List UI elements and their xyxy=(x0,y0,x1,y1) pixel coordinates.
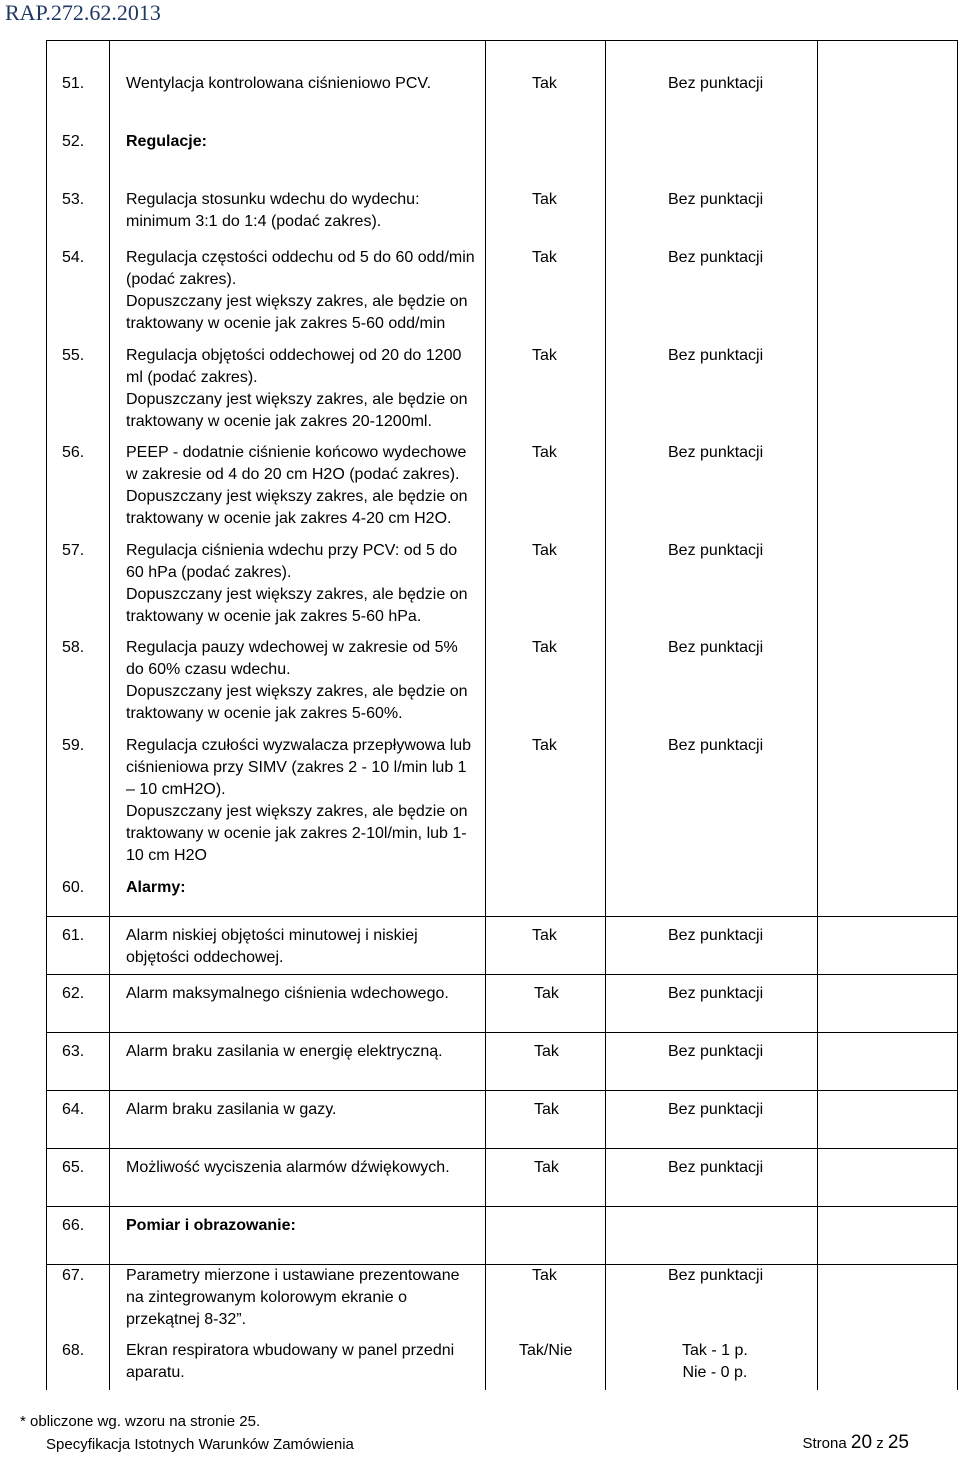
description-line: Dopuszczany jest większy zakres, ale będzie on xyxy=(126,803,468,820)
description-line: Regulacja ciśnienia wdechu przy PCV: od 5 do xyxy=(126,542,458,559)
scoring-line: Bez punktacji xyxy=(668,75,764,92)
table-lane xyxy=(109,40,110,1390)
description-line: Alarm maksymalnego ciśnienia wdechowego. xyxy=(126,985,449,1002)
description-line: traktowany w ocenie jak zakres 5-60 hPa. xyxy=(126,608,422,625)
scoring-line: Bez punktacji xyxy=(668,191,764,208)
description-line: Alarm niskiej objętości minutowej i niskiej xyxy=(126,927,418,944)
scoring-value xyxy=(668,345,763,367)
description-line: Regulacje: xyxy=(126,133,207,150)
scoring-value xyxy=(668,73,763,95)
description-line: traktowany w ocenie jak zakres 5-60 odd/min xyxy=(126,315,446,332)
row-description xyxy=(126,1099,481,1121)
scoring-line: Nie - 0 p. xyxy=(682,1364,748,1381)
row-description xyxy=(126,735,481,867)
description-line: Dopuszczany jest większy zakres, ale będzie on xyxy=(126,293,468,310)
description-line: Alarm braku zasilania w gazy. xyxy=(126,1101,337,1118)
row-description xyxy=(126,189,481,233)
page-number: Strona 20 z 25 xyxy=(802,1432,909,1453)
description-line: Alarm braku zasilania w energię elektryczną. xyxy=(126,1043,443,1060)
requirement-value: Tak xyxy=(532,444,557,461)
document-reference: RAP.272.62.2013 xyxy=(5,0,161,25)
row-number: 52. xyxy=(62,133,85,150)
description-line: Regulacja stosunku wdechu do wydechu: xyxy=(126,191,420,208)
table-lane xyxy=(485,40,486,1390)
scoring-value xyxy=(668,1157,763,1179)
description-line: Parametry mierzone i ustawiane prezentowane xyxy=(126,1267,460,1284)
description-line: minimum 3:1 do 1:4 (podać zakres). xyxy=(126,213,382,230)
description-line: ciśnieniowa przy SIMV (zakres 2 - 10 l/min lub 1 xyxy=(126,759,467,776)
scoring-value xyxy=(668,637,763,659)
requirement-value: Tak/Nie xyxy=(519,1342,573,1359)
description-line: Dopuszczany jest większy zakres, ale będzie on xyxy=(126,488,468,505)
scoring-value xyxy=(668,1041,763,1063)
description-line: Regulacja pauzy wdechowej w zakresie od 5% xyxy=(126,639,458,656)
scoring-value xyxy=(668,925,763,947)
row-separator xyxy=(47,916,958,917)
scoring-line: Bez punktacji xyxy=(668,347,764,364)
requirement-value: Tak xyxy=(532,542,557,559)
scoring-value xyxy=(668,189,763,211)
description-line: ml (podać zakres). xyxy=(126,369,258,386)
row-description xyxy=(126,73,481,95)
requirement-value: Tak xyxy=(534,1101,559,1118)
description-line: Regulacja częstości oddechu od 5 do 60 odd/min xyxy=(126,249,475,266)
row-number: 66. xyxy=(62,1217,85,1234)
description-line: traktowany w ocenie jak zakres 4-20 cm H2O. xyxy=(126,510,452,527)
description-line: na zintegrowanym kolorowym ekranie o xyxy=(126,1289,408,1306)
description-line: Regulacja czułości wyzwalacza przepływowa lub xyxy=(126,737,472,754)
row-number: 67. xyxy=(62,1267,85,1284)
row-number: 57. xyxy=(62,542,85,559)
row-number: 56. xyxy=(62,444,85,461)
row-description xyxy=(126,1041,481,1063)
scoring-value xyxy=(668,1099,763,1121)
description-line: w zakresie od 4 do 20 cm H2O (podać zakres). xyxy=(126,466,460,483)
row-separator xyxy=(47,1264,958,1265)
scoring-value xyxy=(668,735,763,757)
scoring-line: Bez punktacji xyxy=(668,737,764,754)
row-separator xyxy=(47,1032,958,1033)
scoring-line: Bez punktacji xyxy=(668,249,764,266)
row-number: 68. xyxy=(62,1342,85,1359)
scoring-line: Bez punktacji xyxy=(668,1043,764,1060)
scoring-line: Bez punktacji xyxy=(668,1159,764,1176)
row-number: 65. xyxy=(62,1159,85,1176)
row-description xyxy=(126,1215,481,1237)
row-number: 53. xyxy=(62,191,85,208)
description-line: 60 hPa (podać zakres). xyxy=(126,564,292,581)
row-description xyxy=(126,637,481,725)
row-number: 62. xyxy=(62,985,85,1002)
description-line: traktowany w ocenie jak zakres 5-60%. xyxy=(126,705,403,722)
description-line: aparatu. xyxy=(126,1364,185,1381)
scoring-line: Bez punktacji xyxy=(668,927,764,944)
description-line: przekątnej 8-32”. xyxy=(126,1311,247,1328)
requirement-value: Tak xyxy=(532,927,557,944)
description-line: Wentylacja kontrolowana ciśnieniowo PCV. xyxy=(126,75,432,92)
row-separator xyxy=(47,1206,958,1207)
row-separator xyxy=(47,1148,958,1149)
description-line: traktowany w ocenie jak zakres 2-10l/min, lub 1- xyxy=(126,825,467,842)
row-number: 55. xyxy=(62,347,85,364)
description-line: Dopuszczany jest większy zakres, ale będzie on xyxy=(126,391,468,408)
footnote: * obliczone wg. wzoru na stronie 25. xyxy=(20,1413,261,1430)
requirement-value: Tak xyxy=(532,191,557,208)
row-separator xyxy=(47,1090,958,1091)
row-description xyxy=(126,1157,481,1179)
row-number: 63. xyxy=(62,1043,85,1060)
description-line: 10 cm H2O xyxy=(126,847,207,864)
scoring-value xyxy=(682,1340,748,1384)
row-number: 54. xyxy=(62,249,85,266)
row-separator xyxy=(47,974,958,975)
row-description xyxy=(126,1340,481,1384)
row-number: 60. xyxy=(62,879,85,896)
footer-title: Specyfikacja Istotnych Warunków Zamówienia xyxy=(46,1436,354,1453)
row-number: 58. xyxy=(62,639,85,656)
description-line: Ekran respiratora wbudowany w panel przedni xyxy=(126,1342,455,1359)
description-line: – 10 cmH2O). xyxy=(126,781,226,798)
scoring-line: Tak - 1 p. xyxy=(682,1342,748,1359)
row-description xyxy=(126,442,481,530)
scoring-value xyxy=(668,540,763,562)
description-line: Dopuszczany jest większy zakres, ale będzie on xyxy=(126,586,468,603)
scoring-line: Bez punktacji xyxy=(668,639,764,656)
row-description xyxy=(126,345,481,433)
requirement-value: Tak xyxy=(532,249,557,266)
description-line: Pomiar i obrazowanie: xyxy=(126,1217,296,1234)
scoring-value xyxy=(668,1265,763,1287)
description-line: do 60% czasu wdechu. xyxy=(126,661,291,678)
requirement-value: Tak xyxy=(534,1043,559,1060)
scoring-line: Bez punktacji xyxy=(668,444,764,461)
row-number: 61. xyxy=(62,927,85,944)
row-number: 64. xyxy=(62,1101,85,1118)
scoring-value xyxy=(668,247,763,269)
scoring-line: Bez punktacji xyxy=(668,542,764,559)
row-description xyxy=(126,247,481,335)
description-line: (podać zakres). xyxy=(126,271,237,288)
scoring-line: Bez punktacji xyxy=(668,1267,764,1284)
requirement-value: Tak xyxy=(532,639,557,656)
requirement-value: Tak xyxy=(532,1267,557,1284)
scoring-value xyxy=(668,442,763,464)
row-number: 51. xyxy=(62,75,85,92)
row-description xyxy=(126,877,481,899)
description-line: PEEP - dodatnie ciśnienie końcowo wydechowe xyxy=(126,444,467,461)
row-description xyxy=(126,1265,481,1331)
row-description xyxy=(126,131,481,153)
description-line: traktowany w ocenie jak zakres 20-1200ml. xyxy=(126,413,432,430)
description-line: Dopuszczany jest większy zakres, ale będzie on xyxy=(126,683,468,700)
table-lane xyxy=(817,40,818,1390)
requirement-value: Tak xyxy=(532,737,557,754)
requirement-value: Tak xyxy=(532,347,557,364)
scoring-value xyxy=(668,983,763,1005)
row-description xyxy=(126,925,481,969)
description-line: Możliwość wyciszenia alarmów dźwiękowych. xyxy=(126,1159,450,1176)
description-line: Regulacja objętości oddechowej od 20 do 1200 xyxy=(126,347,462,364)
row-description xyxy=(126,983,481,1005)
description-line: objętości oddechowej. xyxy=(126,949,284,966)
row-description xyxy=(126,540,481,628)
scoring-line: Bez punktacji xyxy=(668,1101,764,1118)
scoring-line: Bez punktacji xyxy=(668,985,764,1002)
requirement-value: Tak xyxy=(532,75,557,92)
description-line: Alarmy: xyxy=(126,879,186,896)
requirement-value: Tak xyxy=(534,1159,559,1176)
requirement-value: Tak xyxy=(534,985,559,1002)
table-lane xyxy=(605,40,606,1390)
row-number: 59. xyxy=(62,737,85,754)
